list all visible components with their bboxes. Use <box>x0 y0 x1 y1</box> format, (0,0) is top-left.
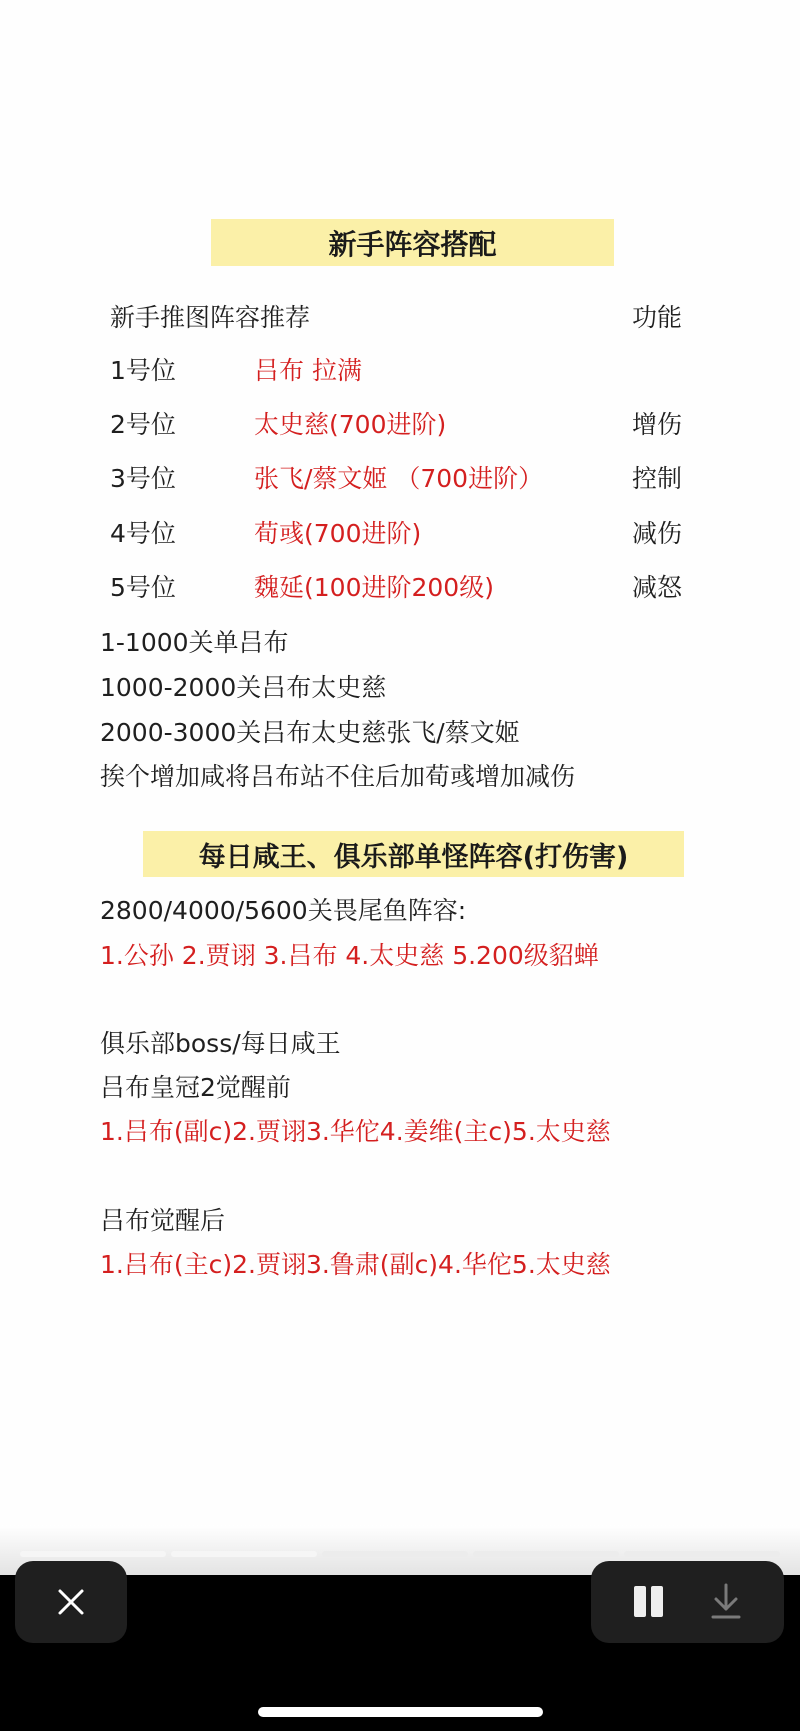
club-boss-title: 俱乐部boss/每日咸王 <box>100 1029 341 1058</box>
row-hero: 吕布 拉满 <box>254 356 362 385</box>
note-line: 1000-2000关吕布太史慈 <box>100 673 387 702</box>
table-header-left: 新手推图阵容推荐 <box>110 303 311 332</box>
row-position: 5号位 <box>110 573 176 602</box>
row-hero: 魏延(100进阶200级) <box>254 573 494 602</box>
pause-button[interactable] <box>631 1583 667 1621</box>
close-button[interactable] <box>15 1561 127 1643</box>
close-icon <box>56 1587 86 1617</box>
progress-segment-active <box>171 1551 317 1557</box>
row-function: 控制 <box>632 464 683 493</box>
table-header-right: 功能 <box>632 303 683 332</box>
after-awaken-title: 吕布觉醒后 <box>100 1206 226 1235</box>
fish-lineup-title: 2800/4000/5600关畏尾鱼阵容: <box>100 896 467 925</box>
after-awaken-lineup: 1.吕布(主c)2.贾诩3.鲁肃(副c)4.华佗5.太史慈 <box>100 1250 611 1279</box>
row-function: 增伤 <box>632 410 683 439</box>
section-title-boss-lineup <box>143 831 684 877</box>
note-line: 1-1000关单吕布 <box>100 628 289 657</box>
row-position: 4号位 <box>110 519 176 548</box>
download-button[interactable] <box>708 1581 744 1623</box>
before-awaken-title: 吕布皇冠2觉醒前 <box>100 1073 291 1102</box>
section-title-text: 每日咸王、俱乐部单怪阵容(打伤害) <box>198 841 629 873</box>
section-title-beginner-lineup <box>211 219 614 266</box>
progress-segment <box>473 1551 619 1557</box>
progress-segment <box>624 1551 780 1557</box>
row-position: 1号位 <box>110 356 176 385</box>
note-line: 2000-3000关吕布太史慈张飞/蔡文姬 <box>100 718 520 747</box>
row-position: 2号位 <box>110 410 176 439</box>
section-title-text: 新手阵容搭配 <box>328 227 497 261</box>
row-function: 减怒 <box>632 573 683 602</box>
media-controls <box>591 1561 784 1643</box>
fish-lineup: 1.公孙 2.贾诩 3.吕布 4.太史慈 5.200级貂蝉 <box>100 941 599 970</box>
note-line: 挨个增加咸将吕布站不住后加荀彧增加减伤 <box>100 762 576 791</box>
row-hero: 荀彧(700进阶) <box>254 519 422 548</box>
row-position: 3号位 <box>110 464 176 493</box>
progress-segment-done <box>20 1551 166 1557</box>
progress-segment <box>322 1551 468 1557</box>
row-hero: 张飞/蔡文姬 （700进阶） <box>254 464 544 493</box>
row-function: 减伤 <box>632 519 683 548</box>
download-icon <box>708 1581 744 1623</box>
before-awaken-lineup: 1.吕布(副c)2.贾诩3.华佗4.姜维(主c)5.太史慈 <box>100 1117 611 1146</box>
row-hero: 太史慈(700进阶) <box>254 410 447 439</box>
home-indicator[interactable] <box>258 1707 543 1717</box>
